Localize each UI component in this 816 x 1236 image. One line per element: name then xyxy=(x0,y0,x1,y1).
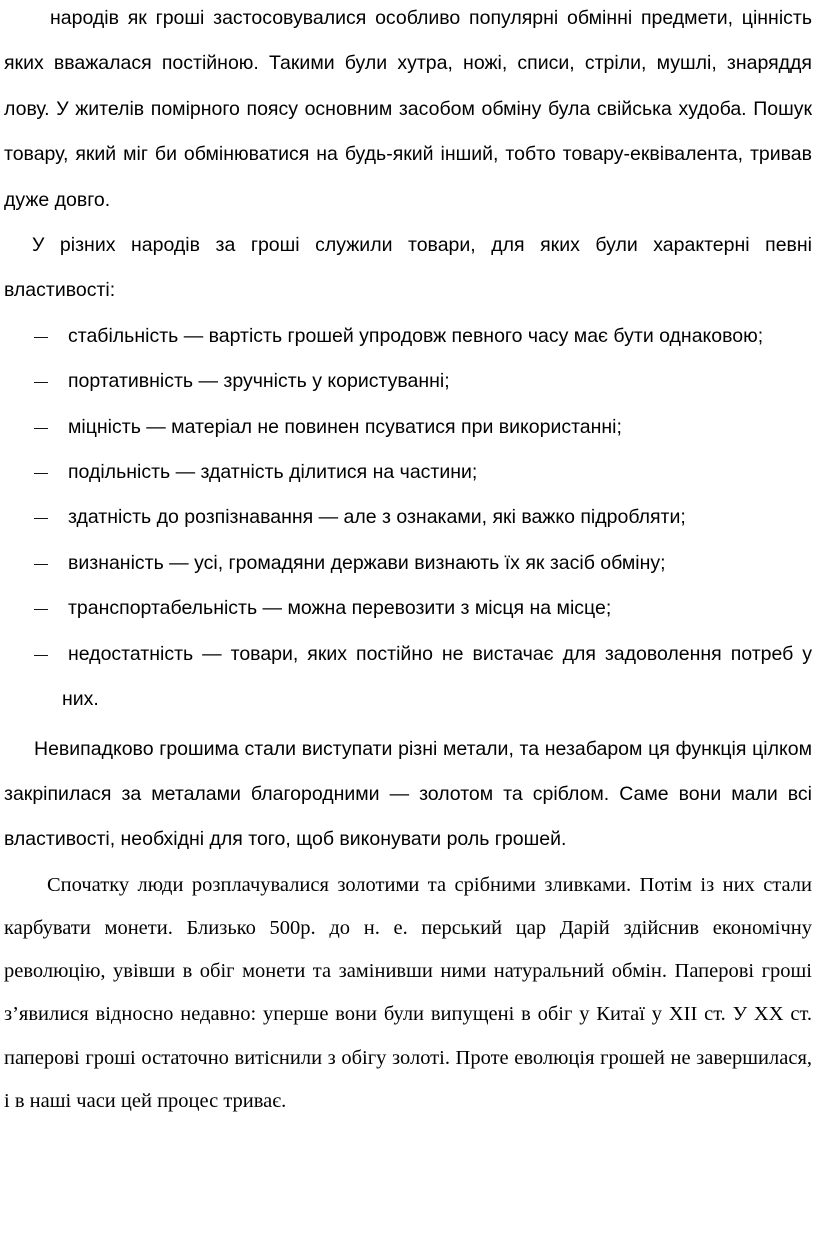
list-item xyxy=(0,495,812,540)
list-dash: — xyxy=(34,600,48,617)
list-dash: — xyxy=(34,327,48,344)
list-item-text: стабільність — вартість грошей упродовж певного часу має бути однаковою; xyxy=(68,324,764,347)
paragraph-intro xyxy=(0,0,816,223)
list-item xyxy=(0,314,812,359)
paragraph-intro-text: народів як гроші застосовувалися особливо популярні обмінні предмети, цінність яких вважалася постійною. Такими були хутра, ножі, списи, стріли, мушлі, знаряддя лову. У жителів помірного поясу основним засобом обміну була свійська худоба. Пошук товару, який міг би обмінюватися на будь-який інший, тобто товару-еквівалента, тривав дуже довго. xyxy=(4,7,812,211)
list-item xyxy=(0,632,812,723)
list-item xyxy=(0,586,812,631)
list-item-text: визнаність — усі, громадяни держави визнають їх як засіб обміну; xyxy=(68,551,666,574)
list-item-text: міцність — матеріал не повинен псуватися при використанні; xyxy=(68,415,622,438)
list-dash: — xyxy=(34,645,48,662)
list-dash: — xyxy=(34,509,48,526)
list-item xyxy=(0,405,812,450)
paragraph-metals: Невипадково грошима стали виступати різні метали, та незабаром ця функція цілком закріпилася за металами благородними — золотом та сріблом. Саме вони мали всі властивості, необхідні для того, щоб виконувати роль грошей. xyxy=(4,737,812,851)
paragraph-history: Спочатку люди розплачувалися золотими та срібними зливками. Потім із них стали карбувати монети. Близько 500р. до н. е. перський цар Дарій здійснив економічну революцію, увівши в обіг монети та замінивши ними натуральний обмін. Паперові гроші з’явилися відносно недавно: уперше вони були випущені в обіг у Китаї у XII ст. У XX ст. паперові гроші остаточно витіснили з обігу золоті. Проте еволюція грошей не завершилася, і в наші часи цей процес триває. xyxy=(4,873,812,1112)
list-item-text: транспортабельність — можна перевозити з місця на місце; xyxy=(68,597,612,620)
list-item-text: портативність — зручність у користуванні; xyxy=(68,370,450,393)
list-item-text: недостатність — товари, яких постійно не вистачає для задоволення потреб у них. xyxy=(62,642,812,711)
list-item xyxy=(0,359,812,404)
list-item-text: подільність — здатність ділитися на частини; xyxy=(68,461,478,484)
list-dash: — xyxy=(34,418,48,435)
list-dash: — xyxy=(34,464,48,481)
list-dash: — xyxy=(34,554,48,571)
list-item-text: здатність до розпізнавання — але з ознаками, які важко підробляти; xyxy=(68,506,686,529)
properties-list xyxy=(0,314,816,723)
list-item xyxy=(0,541,812,586)
list-item xyxy=(0,450,812,495)
paragraph-properties-lead: У різних народів за гроші служили товари, для яких були характерні певні властивості: xyxy=(4,234,812,302)
list-dash: — xyxy=(34,373,48,390)
